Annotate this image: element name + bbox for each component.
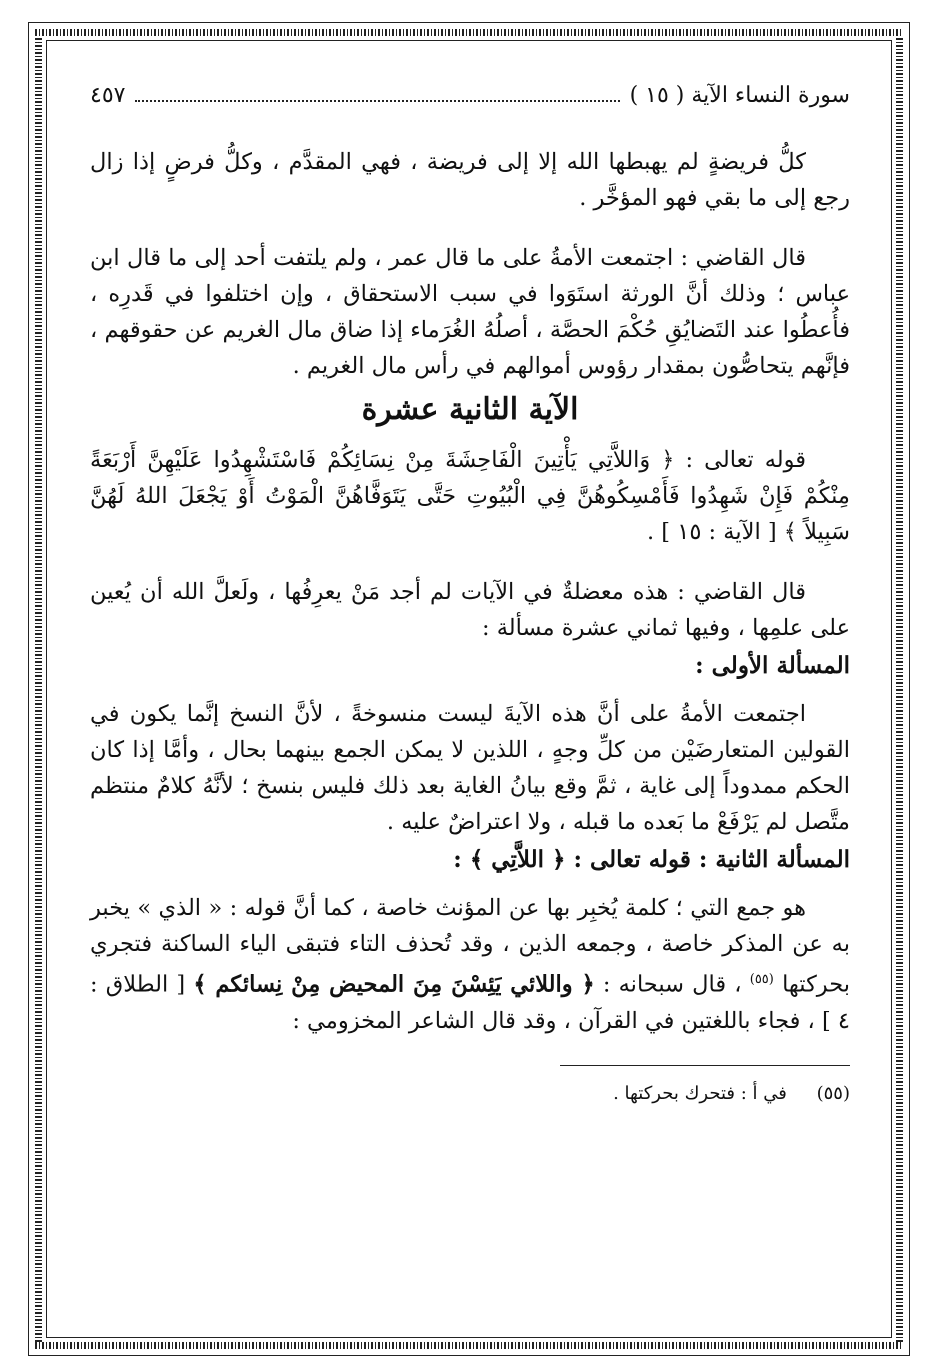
footnote <box>90 1080 850 1108</box>
paragraph-4: قال القاضي : هذه معضلةٌ في الآيات لم أجد مَنْ يعرِفُها ، ولَعلَّ الله أن يُعين على علمِها ، وفيها ثماني عشرة مسألة : <box>90 579 850 641</box>
question-1-title: المسألة الأولى : <box>695 652 850 679</box>
paragraph-verse <box>90 442 850 550</box>
paragraph-5: اجتمعت الأمةُ على أنَّ هذه الآيةَ ليست منسوخةً ، لأنَّ النسخ إنَّما يكون في القولين المتعارضَيْن من كلِّ وجهٍ ، اللذين لا يمكن الجمع بينهما بحال ، وأمَّا إذا كان الحكم ممدوداً إلى غاية ، ثمَّ وقع بيانُ الغاية بعد ذلك فليس بنسخ ؛ لأنَّهُ كلامٌ منتظم متَّصل لم يَرْفَعْ ما بَعده ما قبله ، ولا اعتراضٌ عليه . <box>90 701 850 835</box>
verse-reference: [ الآية : ١٥ ] . <box>647 519 777 545</box>
footnote-marker: (٥٥) <box>749 972 774 987</box>
header-leader-dots <box>135 80 619 102</box>
verse-lead: قوله تعالى : <box>685 447 806 473</box>
running-header <box>90 78 850 118</box>
quran-verse-2: ﴿ واللائي يَئِسْنَ مِنَ المحيض مِنْ نِسائكم ﴾ <box>193 971 595 998</box>
footnote-number: (٥٥) <box>816 1082 850 1104</box>
paragraph-6-a: هو جمع التي ؛ كلمة يُخبِر بها عن المؤنث خاصة ، كما أنَّ قوله : « الذي » يخبر به عن المذكر خاصة ، وجمعه الذين ، وقد تُحذف التاء فتبقى الياء الساكنة فتجري بحركتها <box>90 895 850 998</box>
section-title: الآية الثانية عشرة <box>361 392 579 427</box>
question-2-end: : <box>453 846 462 873</box>
question-2-word: ﴿ اللاَّتِي ﴾ <box>469 846 566 873</box>
running-title: سورة النساء الآية ( ١٥ ) <box>629 83 850 108</box>
paragraph-6-c: [ الطلاق : ٤ ] ، فجاء باللغتين في القرآن ، وقد قال الشاعر المخزومي : <box>90 971 850 1034</box>
question-2-lead: المسألة الثانية : قوله تعالى : <box>573 846 850 873</box>
question-2-title <box>90 842 850 878</box>
footnote-text: في أ : فتحرك بحركتها . <box>613 1082 787 1104</box>
page-number: ٤٥٧ <box>90 83 126 108</box>
quran-verse: ﴿ وَاللاَّتِي يَأْتِينَ الْفَاحِشَةَ مِنْ نِسَائِكُمْ فَاسْتَشْهِدُوا عَلَيْهِنَّ أَرْبَعَةً مِنْكُمْ فَإِنْ شَهِدُوا فَأَمْسِكُوهُنَّ فِي الْبُيُوتِ حَتَّى يَتَوَفَّاهُنَّ الْمَوْتُ أَوْ يَجْعَلَ اللهُ لَهُنَّ سَبِيلاً ﴾ <box>90 447 850 545</box>
paragraph-2: قال القاضي : اجتمعت الأمةُ على ما قال عمر ، ولم يلتفت أحد إلى ما قال ابن عباس ؛ وذلك أنَّ الورثة استَوَوا في سبب الاستحقاق ، وإن اختلفوا في قَدرِه ، فأُعطُوا عند التَضايُقِ حُكْمَ الحصَّة ، أصلُهُ الغُرَماء إذا ضاق مال الغريم عن حقوقهم ، فإنَّهم يتحاصُّون بمقدار رؤوس أموالهم في رأس مال الغريم . <box>90 245 850 379</box>
page-content <box>90 78 850 1318</box>
paragraph-6-b: ، قال سبحانه : <box>602 971 742 998</box>
paragraph-6 <box>90 890 850 1039</box>
footnote-divider <box>560 1065 850 1066</box>
paragraph-1: كلُّ فريضةٍ لم يهبطها الله إلا إلى فريضة ، فهي المقدَّم ، وكلُّ فرضٍ إذا زال رجع إلى ما بقي فهو المؤخَّر . <box>90 149 850 211</box>
